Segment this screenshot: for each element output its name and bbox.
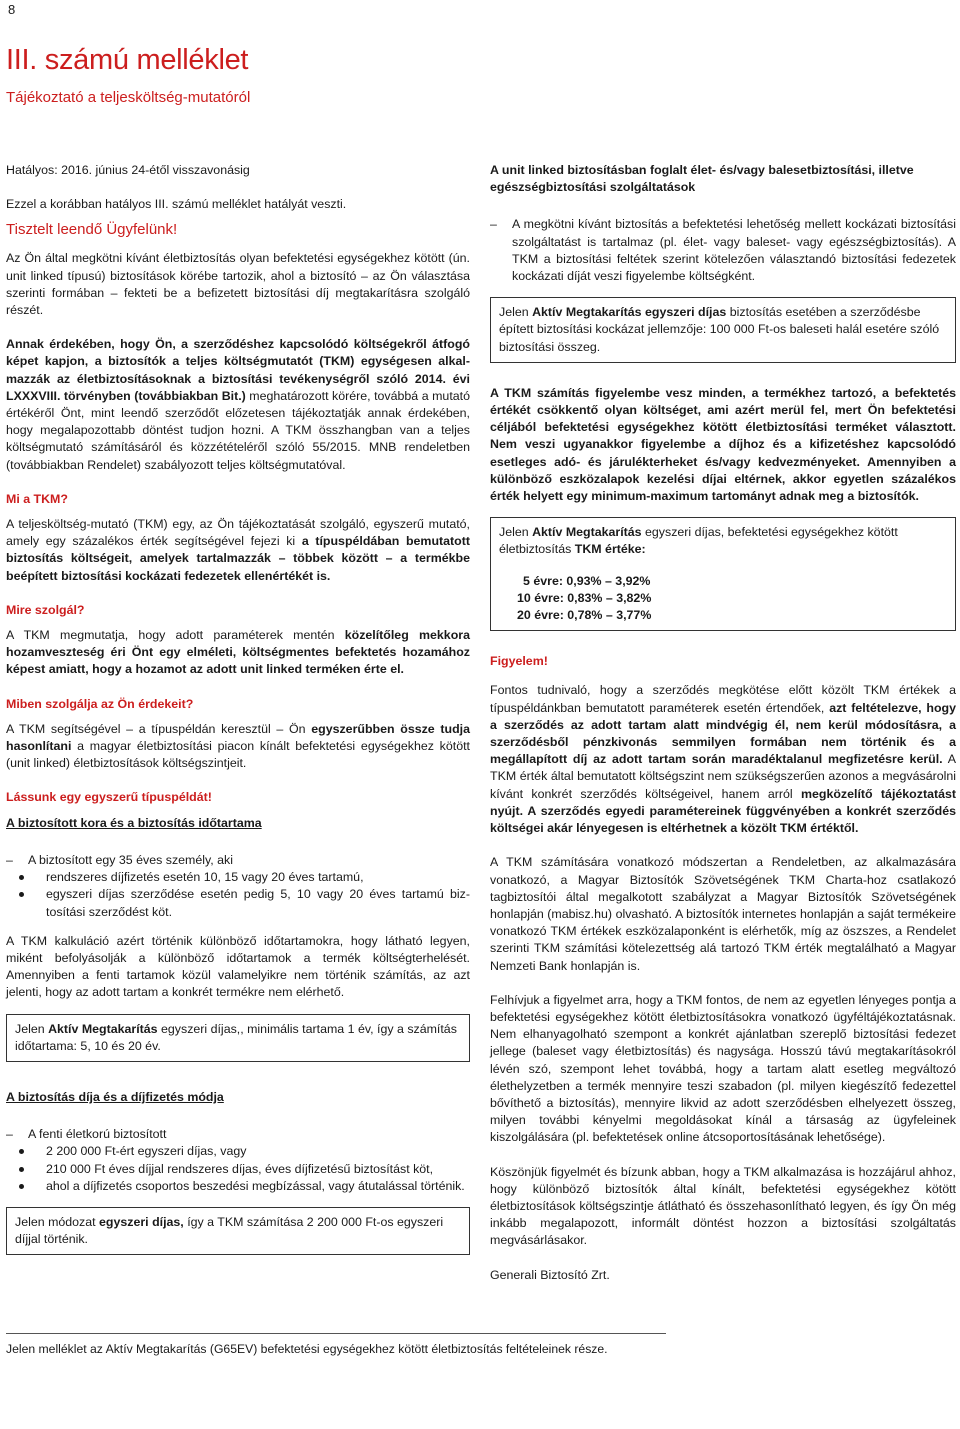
box-text: egyszeri díjas, befektetési egységekhez kötött életbiztosítás [499, 525, 898, 557]
methodology-paragraph: A TKM számítására vonatkozó módszertan a Rendeletben, az alkalmazására vonatkozó, a Magyar Biztosítók Szövetségének TKM Charta-hoz csatlakozó tagbiztosítói által megalkotott szabályzat a Magyar Biztosítók Szövetségének honlapján (mabisz.hu) olvasható. A biztosítók internetes honlapján a saját termékeire vonatkozó TKM értékek eszközalaponként is elérhetők, míg az öszszes, a Rendelet szerinti TKM számítási kötelezettség alá tartozó TKM érték megtalálható a Magyar Nemzeti Bank honlapján is. [490, 855, 956, 973]
box-bold: Aktív Megtakarítás [532, 525, 642, 540]
interest-text-1: A TKM segítségével – a típuspéldán keresztül – Ön [6, 721, 312, 736]
what-text: A teljesköltség-mutató (TKM) egy, az Ön tájékoztatását szolgáló, egyszerű mutató, amely egy százalékos érték segítségével fejezi ki [6, 517, 470, 549]
box-text: egyszeri díjas,, minimális tartama 1 év, így a számítás időtartama: 5, 10 és 20 év. [15, 1021, 457, 1053]
attention-paragraph [490, 682, 956, 837]
box-bold: egyszeri díjas, [99, 1214, 184, 1229]
fee-list [6, 1126, 470, 1195]
tkm-scope-paragraph [490, 385, 956, 505]
tkm-value-label: TKM értéke: [574, 542, 646, 557]
box-text: Jelen [499, 305, 533, 320]
fee-info-box [6, 1207, 470, 1255]
intro-paragraph: Az Ön által megkötni kívánt életbiztosítás olyan befektetési egységekhez kötött (ún. unit linked típusú) biztosítások körébe tartozik, ahol a biztosító – az Ön választása szerinti formában – fekteti be a befizetett biztosítási díj megtakarításra szolgáló részét. [6, 251, 470, 318]
serve-bold: közelítőleg mekkora hozamveszteség éri Önt egy elméleti, költségmentes befektetés hozamához képest amiatt, hogy a hozamot az adott unit linked terméken érte el. [6, 628, 470, 677]
tkm-row-5: 5 évre: 0,93% – 3,92% [523, 573, 651, 588]
left-column [6, 162, 470, 1255]
box-text: biztosítás esetében a szerződésbe épített biztosítási kockázat jellemzője: 100 000 Ft-os baleseti halál esetére szóló biztosítási összeg. [499, 305, 940, 354]
attention-text-1: Fontos tudnivaló, hogy a szerződés megkötése előtt közölt TKM értékek a típuspéldánkban bemutatott paraméterek esetén értendőek, [490, 683, 956, 715]
interest-paragraph [6, 721, 470, 773]
page-number: 8 [8, 2, 16, 17]
page-subtitle: Tájékoztató a teljesköltség-mutatóról [6, 89, 251, 106]
heading-what-is-tkm: Mi a TKM? [6, 491, 68, 506]
tkm-row-10: 10 évre: 0,83% – 3,82% [517, 590, 652, 605]
duration-info-box [6, 1014, 470, 1062]
interest-bold: egyszerűbben össze tudja hasonlítani [6, 721, 470, 754]
tkm-scope-bold: A TKM számítás figyelembe vesz minden, a termékhez tartozó, a befektetés értékét csökkentő olyan költséget, ami azért merül fel, mert Ön befektetési céljából befektetési egységekhez kötött életbiztosítási terméket választott. Nem veszi ugyanakkor figyelembe a díjhoz és a kifizetéshez kapcsolódó esetleges adó- és járulékterheket és/vagy kedvezményeket. Amennyiben a különböző eszközalapok kezelési díjai eltérnek, akkor egyetlen százalékos érték helyett egy minimum-maximum tartományt adnak meg a biztosítók. [490, 385, 956, 504]
serve-text: A TKM megmutatja, hogy adott paraméterek mentén [6, 628, 345, 643]
serve-paragraph [6, 627, 470, 679]
unit-list [490, 216, 956, 285]
what-is-tkm-paragraph [6, 516, 470, 585]
effective-date: Hatályos: 2016. június 24-étől visszavonásig [6, 163, 250, 177]
list-item: egyszeri díjas szerződése esetén pedig 5, 10 vagy 20 éves tartamú biztosítási szerződést köt. [6, 886, 470, 920]
tkm-value-box [490, 517, 956, 631]
right-column [490, 162, 956, 1284]
purpose-bold: Annak érdekében, hogy Ön, a szerződéshez kapcsolódó költségekről átfogó képet kapjon, a biztosítók a teljes költségmutatót (TKM) egységesen alkalmazzák az életbiztosításoknak a biztosítási tevékenységről szóló 2014. évi LXXXVIII. törvényben (továbbiakban Bit.) [6, 337, 470, 403]
list-item: – A biztosított egy 35 éves személy, aki [6, 852, 470, 869]
box-bold: Aktív Megtakarítás [48, 1021, 158, 1036]
heading-fee: A biztosítás díja és a díjfizetés módja [6, 1089, 224, 1104]
risk-info-box [490, 297, 956, 363]
box-text: Jelen módozat [15, 1214, 100, 1229]
calculation-paragraph: A TKM kalkuláció azért történik különböző időtartamokra, hogy látható legyen, miként befolyásolják a különböző időtartamok a termék költségterhelését. Amennyiben a fenti tartamok közül valamelyikre nem történik számítás, az azt jelenti, hogy az adott tartam a konkrét termékre nem elérhető. [6, 933, 470, 1000]
notice-paragraph: Felhívjuk a figyelmet arra, hogy a TKM fontos, de nem az egyetlen lényeges pontja a befektetési egységekhez kötött életbiztosításokra vonatkozó ügyféltájékoztatásnak. Nem elhanyagolható szempont a konkrét ajánlatban szereplő biztosítási fedezet jellege (baleset vagy életbiztosítás) és nagysága. Hosszú távú megtakarításokról lévén szó, szempont lehet továbbá, hogy a tartam alatt esetleg megváltozó élethelyzetben a termék mennyire teszi szabadon (pl. milyen kiegészítő fedezettel bővíthető a biztosítás), mennyire likvid az adott szerződésben elhelyezett összeg, milyen további kényelmi megoldásokat kínál a társaság az ügyfeleinek kiszolgálására (pl. befektetések online átcsoportosításának lehetősége). [490, 992, 956, 1145]
supersedes-note: Ezzel a korábban hatályos III. számú melléklet hatályát veszti. [6, 197, 347, 212]
list-item: ahol a díjfizetés csoportos beszedési megbízással, vagy átutalással történik. [6, 1178, 470, 1195]
interest-text-2: a magyar életbiztosítási piacon kínált befektetési egységekhez kötött (unit linked) életbiztosítások költségszintjeit. [6, 739, 470, 771]
signature: Generali Biztosító Zrt. [490, 1267, 610, 1282]
list-item: rendszeres díjfizetés esetén 10, 15 vagy 20 éves tartamú, [6, 869, 470, 886]
thanks-paragraph: Köszönjük figyelmét és bízunk abban, hogy a TKM alkalmazása is hozzájárul ahhoz, hogy különböző biztosítók által kínált, befektetési egységekhez kötött életbiztosítások költségszintje átlátható és összehasonlítható legyen, és így Ön még inkább megalapozott, informált döntést hozzon a biztosítási szolgáltatás megvásárlásakor. [490, 1164, 956, 1248]
purpose-paragraph [6, 336, 470, 474]
page-title: III. számú melléklet [6, 44, 249, 76]
what-bold: a típuspéldában bemutatott biztosítás költségeit, amelyek tartalmazzák – többek között – a termékbe beépített biztosítási kockázati fedezetek ellenértékét is. [6, 534, 470, 583]
purpose-rest: meghatározott körére, továbbá a mutató értékéről Önt, mint leendő szerződőt előzetesen tájékoztatják annak érdekében, hogy megalapozottabb döntést tudjon hozni. A TKM összhangban van a teljes költségmutató számításáról és közzétételéről szóló 55/2015. MNB rendeletben (továbbiakban Rendelet) szabályozott teljes költségmutatóval. [6, 388, 470, 472]
age-list [6, 852, 470, 921]
footnote-divider [6, 1333, 666, 1334]
box-text: Jelen [15, 1021, 49, 1036]
attention-text-2: A TKM érték által bemutatott költségszint nem szükségszerűen azonos a megvásárolni kívánt konkrét szerződés költségeivel, hanem arról [490, 752, 957, 801]
list-item: – A megkötni kívánt biztosítás a befektetési lehetőség mellett kockázati biztosítási szolgáltatást is tartalmaz (pl. élet- vagy baleset- vagy egészségbiztosítás). A TKM a biztosítási feltétek szerint kötelezően választandó biztosítási fedezetek kockázati díját veszi figyelembe költségként. [490, 216, 956, 285]
heading-age-duration: A biztosított kora és a biztosítás időtartama [6, 815, 262, 830]
attention-bold-1: azt feltételezve, hogy a szerződés az adott tartam alatt mindvégig él, nem kerül módosításra, a szerződésből pénzkivonás semmilyen formában nem történik és a megállapított díj az adott tartam során maradéktalanul megfizetésre kerül. [490, 700, 956, 767]
heading-purpose: Mire szolgál? [6, 602, 85, 617]
heading-interest: Miben szolgálja az Ön érdekeit? [6, 696, 194, 711]
tkm-row-20: 20 évre: 0,78% – 3,77% [517, 608, 652, 623]
list-item: 2 200 000 Ft-ért egyszeri díjas, vagy [6, 1143, 470, 1160]
tkm-values [499, 573, 947, 625]
heading-example: Lássunk egy egyszerű típuspéldát! [6, 790, 212, 805]
heading-unit-linked-services: A unit linked biztosításban foglalt élet- és/vagy balesetbiztosítási, illetve egészségbiztosítási szolgáltatások [490, 163, 914, 195]
box-text: Jelen [499, 525, 533, 540]
list-item: 210 000 Ft éves díjjal rendszeres díjas, éves díjfizetésű biztosítást köt, [6, 1161, 470, 1178]
box-text: így a TKM számítása 2 200 000 Ft-os egyszeri díjjal történik. [15, 1214, 444, 1247]
greeting: Tisztelt leendő Ügyfelünk! [6, 221, 178, 239]
heading-attention: Figyelem! [490, 654, 548, 669]
box-bold: Aktív Megtakarítás egyszeri díjas [532, 305, 727, 320]
footnote: Jelen melléklet az Aktív Megtakarítás (G65EV) befektetési egységekhez kötött életbiztosítás feltételeinek része. [6, 1342, 608, 1356]
attention-bold-2: megközelítő tájékoztatást nyújt. A szerződés egyedi paramétereinek függvényében a konkrét szerződés költségei akár lényegesen is eltérhetnek a közölt TKM értéktől. [490, 786, 956, 836]
list-item: – A fenti életkorú biztosított [6, 1126, 470, 1143]
